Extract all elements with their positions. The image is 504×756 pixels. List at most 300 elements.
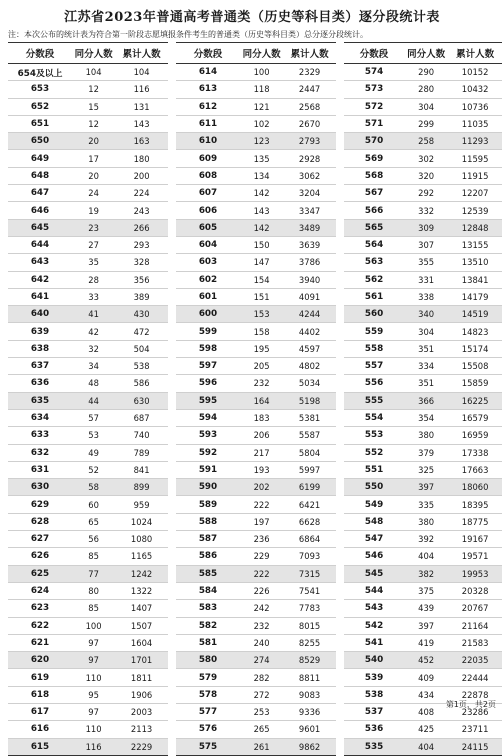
table-row bbox=[344, 496, 502, 513]
score-cell: 617 bbox=[8, 703, 72, 720]
table-row bbox=[8, 167, 168, 184]
cumulative-cell: 4402 bbox=[283, 323, 336, 340]
same-count-cell: 379 bbox=[404, 444, 448, 461]
score-cell: 567 bbox=[344, 185, 404, 202]
table-row bbox=[8, 703, 168, 720]
same-count-cell: 42 bbox=[72, 323, 115, 340]
score-cell: 611 bbox=[176, 115, 240, 132]
cumulative-cell: 328 bbox=[115, 254, 168, 271]
score-cell: 579 bbox=[176, 669, 240, 686]
score-cell: 597 bbox=[176, 358, 240, 375]
cumulative-cell: 7093 bbox=[283, 548, 336, 565]
score-cell: 548 bbox=[344, 513, 404, 530]
same-count-cell: 102 bbox=[240, 115, 283, 132]
score-cell: 554 bbox=[344, 409, 404, 426]
cumulative-cell: 2670 bbox=[283, 115, 336, 132]
same-count-cell: 150 bbox=[240, 236, 283, 253]
score-cell: 620 bbox=[8, 652, 72, 669]
table-row bbox=[8, 98, 168, 115]
same-count-cell: 351 bbox=[404, 340, 448, 357]
same-count-cell: 380 bbox=[404, 427, 448, 444]
same-count-cell: 397 bbox=[404, 617, 448, 634]
score-cell: 598 bbox=[176, 340, 240, 357]
same-count-cell: 57 bbox=[72, 409, 115, 426]
cumulative-cell: 22035 bbox=[448, 652, 502, 669]
score-cell: 649 bbox=[8, 150, 72, 167]
same-count-cell: 452 bbox=[404, 652, 448, 669]
score-cell: 569 bbox=[344, 150, 404, 167]
table-row bbox=[8, 133, 168, 150]
cumulative-cell: 2447 bbox=[283, 81, 336, 98]
cumulative-cell: 586 bbox=[115, 375, 168, 392]
table-row bbox=[8, 254, 168, 271]
same-count-cell: 65 bbox=[72, 513, 115, 530]
cumulative-cell: 15174 bbox=[448, 340, 502, 357]
score-cell: 573 bbox=[344, 81, 404, 98]
table-row bbox=[176, 288, 336, 305]
score-cell: 580 bbox=[176, 652, 240, 669]
score-cell: 634 bbox=[8, 409, 72, 426]
table-row bbox=[344, 392, 502, 409]
cumulative-cell: 293 bbox=[115, 236, 168, 253]
cumulative-cell: 12207 bbox=[448, 185, 502, 202]
cumulative-cell: 4244 bbox=[283, 306, 336, 323]
table-row bbox=[344, 669, 502, 686]
table-row bbox=[344, 185, 502, 202]
table-row bbox=[8, 721, 168, 738]
table-row bbox=[8, 150, 168, 167]
score-cell: 638 bbox=[8, 340, 72, 357]
same-count-cell: 154 bbox=[240, 271, 283, 288]
table-row bbox=[8, 565, 168, 582]
same-count-cell: 48 bbox=[72, 375, 115, 392]
score-cell: 651 bbox=[8, 115, 72, 132]
score-cell: 570 bbox=[344, 133, 404, 150]
cumulative-cell: 18775 bbox=[448, 513, 502, 530]
score-cell: 650 bbox=[8, 133, 72, 150]
header-score: 分数段 bbox=[8, 43, 72, 64]
table-row bbox=[176, 669, 336, 686]
cumulative-cell: 22878 bbox=[448, 686, 502, 703]
cumulative-cell: 12539 bbox=[448, 202, 502, 219]
table-row bbox=[344, 375, 502, 392]
table-row bbox=[176, 202, 336, 219]
same-count-cell: 397 bbox=[404, 479, 448, 496]
same-count-cell: 34 bbox=[72, 358, 115, 375]
table-row bbox=[8, 340, 168, 357]
same-count-cell: 292 bbox=[404, 185, 448, 202]
cumulative-cell: 9601 bbox=[283, 721, 336, 738]
table-row bbox=[344, 219, 502, 236]
same-count-cell: 110 bbox=[72, 669, 115, 686]
same-count-cell: 135 bbox=[240, 150, 283, 167]
table-row bbox=[8, 634, 168, 651]
table-row bbox=[176, 98, 336, 115]
score-cell: 654及以上 bbox=[8, 64, 72, 81]
cumulative-cell: 15508 bbox=[448, 358, 502, 375]
cumulative-cell: 21583 bbox=[448, 634, 502, 651]
table-row bbox=[176, 444, 336, 461]
cumulative-cell: 10152 bbox=[448, 64, 502, 81]
same-count-cell: 33 bbox=[72, 288, 115, 305]
table-row bbox=[8, 409, 168, 426]
cumulative-cell: 4091 bbox=[283, 288, 336, 305]
score-cell: 552 bbox=[344, 444, 404, 461]
cumulative-cell: 180 bbox=[115, 150, 168, 167]
table-row bbox=[8, 306, 168, 323]
same-count-cell: 12 bbox=[72, 81, 115, 98]
score-cell: 635 bbox=[8, 392, 72, 409]
same-count-cell: 242 bbox=[240, 600, 283, 617]
score-cell: 551 bbox=[344, 461, 404, 478]
header-same-count: 同分人数 bbox=[240, 43, 283, 64]
cumulative-cell: 3639 bbox=[283, 236, 336, 253]
cumulative-cell: 19167 bbox=[448, 531, 502, 548]
cumulative-cell: 1165 bbox=[115, 548, 168, 565]
cumulative-cell: 16959 bbox=[448, 427, 502, 444]
score-cell: 577 bbox=[176, 703, 240, 720]
same-count-cell: 193 bbox=[240, 461, 283, 478]
cumulative-cell: 9862 bbox=[283, 738, 336, 755]
cumulative-cell: 2229 bbox=[115, 738, 168, 755]
same-count-cell: 272 bbox=[240, 686, 283, 703]
score-cell: 563 bbox=[344, 254, 404, 271]
same-count-cell: 100 bbox=[240, 64, 283, 81]
cumulative-cell: 1080 bbox=[115, 531, 168, 548]
table-row bbox=[344, 513, 502, 530]
table-row bbox=[344, 548, 502, 565]
cumulative-cell: 356 bbox=[115, 271, 168, 288]
cumulative-cell: 8015 bbox=[283, 617, 336, 634]
score-cell: 591 bbox=[176, 461, 240, 478]
table-row bbox=[8, 582, 168, 599]
same-count-cell: 153 bbox=[240, 306, 283, 323]
score-cell: 619 bbox=[8, 669, 72, 686]
table-row bbox=[8, 271, 168, 288]
table-row bbox=[8, 686, 168, 703]
same-count-cell: 261 bbox=[240, 738, 283, 755]
table-row bbox=[344, 721, 502, 738]
score-cell: 540 bbox=[344, 652, 404, 669]
score-cell: 630 bbox=[8, 479, 72, 496]
cumulative-cell: 2003 bbox=[115, 703, 168, 720]
same-count-cell: 56 bbox=[72, 531, 115, 548]
table-row bbox=[8, 600, 168, 617]
same-count-cell: 253 bbox=[240, 703, 283, 720]
cumulative-cell: 6864 bbox=[283, 531, 336, 548]
table-row bbox=[176, 185, 336, 202]
score-cell: 643 bbox=[8, 254, 72, 271]
score-cell: 605 bbox=[176, 219, 240, 236]
same-count-cell: 49 bbox=[72, 444, 115, 461]
header-cumulative: 累计人数 bbox=[448, 43, 502, 64]
table-row bbox=[344, 617, 502, 634]
same-count-cell: 142 bbox=[240, 185, 283, 202]
score-cell: 613 bbox=[176, 81, 240, 98]
score-cell: 626 bbox=[8, 548, 72, 565]
table-row bbox=[344, 81, 502, 98]
cumulative-cell: 389 bbox=[115, 288, 168, 305]
cumulative-cell: 21164 bbox=[448, 617, 502, 634]
cumulative-cell: 5997 bbox=[283, 461, 336, 478]
score-cell: 557 bbox=[344, 358, 404, 375]
table-row bbox=[344, 358, 502, 375]
same-count-cell: 408 bbox=[404, 703, 448, 720]
same-count-cell: 202 bbox=[240, 479, 283, 496]
table-row bbox=[344, 340, 502, 357]
cumulative-cell: 740 bbox=[115, 427, 168, 444]
header-score: 分数段 bbox=[176, 43, 240, 64]
score-cell: 608 bbox=[176, 167, 240, 184]
score-cell: 637 bbox=[8, 358, 72, 375]
cumulative-cell: 789 bbox=[115, 444, 168, 461]
cumulative-cell: 15859 bbox=[448, 375, 502, 392]
cumulative-cell: 11293 bbox=[448, 133, 502, 150]
table-row bbox=[8, 652, 168, 669]
score-cell: 566 bbox=[344, 202, 404, 219]
score-cell: 556 bbox=[344, 375, 404, 392]
cumulative-cell: 7783 bbox=[283, 600, 336, 617]
cumulative-cell: 504 bbox=[115, 340, 168, 357]
score-cell: 583 bbox=[176, 600, 240, 617]
cumulative-cell: 1024 bbox=[115, 513, 168, 530]
table-row bbox=[8, 548, 168, 565]
same-count-cell: 44 bbox=[72, 392, 115, 409]
same-count-cell: 331 bbox=[404, 271, 448, 288]
table-row bbox=[176, 600, 336, 617]
cumulative-cell: 3940 bbox=[283, 271, 336, 288]
same-count-cell: 404 bbox=[404, 548, 448, 565]
cumulative-cell: 2329 bbox=[283, 64, 336, 81]
table-row bbox=[8, 185, 168, 202]
same-count-cell: 32 bbox=[72, 340, 115, 357]
cumulative-cell: 16579 bbox=[448, 409, 502, 426]
same-count-cell: 232 bbox=[240, 375, 283, 392]
table-row bbox=[344, 236, 502, 253]
table-row bbox=[8, 479, 168, 496]
same-count-cell: 151 bbox=[240, 288, 283, 305]
score-cell: 561 bbox=[344, 288, 404, 305]
score-table-col-3 bbox=[344, 42, 502, 756]
score-cell: 615 bbox=[8, 738, 72, 755]
table-row bbox=[8, 358, 168, 375]
score-cell: 587 bbox=[176, 531, 240, 548]
same-count-cell: 95 bbox=[72, 686, 115, 703]
table-row bbox=[176, 340, 336, 357]
cumulative-cell: 6628 bbox=[283, 513, 336, 530]
same-count-cell: 392 bbox=[404, 531, 448, 548]
same-count-cell: 12 bbox=[72, 115, 115, 132]
table-row bbox=[176, 271, 336, 288]
cumulative-cell: 18395 bbox=[448, 496, 502, 513]
cumulative-cell: 1604 bbox=[115, 634, 168, 651]
score-cell: 600 bbox=[176, 306, 240, 323]
cumulative-cell: 4597 bbox=[283, 340, 336, 357]
table-row bbox=[8, 513, 168, 530]
cumulative-cell: 13510 bbox=[448, 254, 502, 271]
table-row bbox=[344, 634, 502, 651]
cumulative-cell: 1701 bbox=[115, 652, 168, 669]
cumulative-cell: 266 bbox=[115, 219, 168, 236]
same-count-cell: 164 bbox=[240, 392, 283, 409]
table-row bbox=[8, 236, 168, 253]
same-count-cell: 380 bbox=[404, 513, 448, 530]
cumulative-cell: 17338 bbox=[448, 444, 502, 461]
cumulative-cell: 7541 bbox=[283, 582, 336, 599]
same-count-cell: 77 bbox=[72, 565, 115, 582]
table-header-row bbox=[344, 43, 502, 64]
same-count-cell: 351 bbox=[404, 375, 448, 392]
cumulative-cell: 3062 bbox=[283, 167, 336, 184]
score-cell: 653 bbox=[8, 81, 72, 98]
cumulative-cell: 4802 bbox=[283, 358, 336, 375]
score-cell: 544 bbox=[344, 582, 404, 599]
table-row bbox=[176, 219, 336, 236]
header-cumulative: 累计人数 bbox=[283, 43, 336, 64]
score-table-col-1 bbox=[8, 42, 168, 756]
score-cell: 578 bbox=[176, 686, 240, 703]
score-cell: 537 bbox=[344, 703, 404, 720]
table-row bbox=[8, 202, 168, 219]
score-cell: 606 bbox=[176, 202, 240, 219]
table-row bbox=[176, 738, 336, 755]
same-count-cell: 290 bbox=[404, 64, 448, 81]
table-row bbox=[8, 461, 168, 478]
same-count-cell: 41 bbox=[72, 306, 115, 323]
score-cell: 599 bbox=[176, 323, 240, 340]
table-row bbox=[8, 64, 168, 81]
table-row bbox=[8, 375, 168, 392]
score-cell: 652 bbox=[8, 98, 72, 115]
table-row bbox=[344, 565, 502, 582]
same-count-cell: 217 bbox=[240, 444, 283, 461]
table-row bbox=[344, 271, 502, 288]
score-cell: 588 bbox=[176, 513, 240, 530]
table-row bbox=[176, 565, 336, 582]
cumulative-cell: 131 bbox=[115, 98, 168, 115]
score-cell: 545 bbox=[344, 565, 404, 582]
score-cell: 607 bbox=[176, 185, 240, 202]
same-count-cell: 35 bbox=[72, 254, 115, 271]
cumulative-cell: 1242 bbox=[115, 565, 168, 582]
same-count-cell: 366 bbox=[404, 392, 448, 409]
same-count-cell: 382 bbox=[404, 565, 448, 582]
score-cell: 625 bbox=[8, 565, 72, 582]
cumulative-cell: 2928 bbox=[283, 150, 336, 167]
same-count-cell: 97 bbox=[72, 634, 115, 651]
score-cell: 546 bbox=[344, 548, 404, 565]
cumulative-cell: 3786 bbox=[283, 254, 336, 271]
score-cell: 639 bbox=[8, 323, 72, 340]
table-row bbox=[344, 531, 502, 548]
table-row bbox=[176, 531, 336, 548]
same-count-cell: 205 bbox=[240, 358, 283, 375]
cumulative-cell: 11035 bbox=[448, 115, 502, 132]
cumulative-cell: 8811 bbox=[283, 669, 336, 686]
score-cell: 584 bbox=[176, 582, 240, 599]
same-count-cell: 134 bbox=[240, 167, 283, 184]
table-row bbox=[176, 548, 336, 565]
same-count-cell: 274 bbox=[240, 652, 283, 669]
same-count-cell: 85 bbox=[72, 600, 115, 617]
table-row bbox=[176, 427, 336, 444]
table-row bbox=[344, 323, 502, 340]
cumulative-cell: 7315 bbox=[283, 565, 336, 582]
table-row bbox=[176, 513, 336, 530]
score-cell: 627 bbox=[8, 531, 72, 548]
cumulative-cell: 5804 bbox=[283, 444, 336, 461]
table-row bbox=[176, 358, 336, 375]
same-count-cell: 332 bbox=[404, 202, 448, 219]
table-row bbox=[8, 219, 168, 236]
same-count-cell: 97 bbox=[72, 703, 115, 720]
cumulative-cell: 2568 bbox=[283, 98, 336, 115]
score-cell: 541 bbox=[344, 634, 404, 651]
cumulative-cell: 899 bbox=[115, 479, 168, 496]
score-cell: 645 bbox=[8, 219, 72, 236]
table-row bbox=[176, 81, 336, 98]
cumulative-cell: 163 bbox=[115, 133, 168, 150]
score-cell: 624 bbox=[8, 582, 72, 599]
score-cell: 543 bbox=[344, 600, 404, 617]
score-cell: 631 bbox=[8, 461, 72, 478]
cumulative-cell: 6421 bbox=[283, 496, 336, 513]
score-cell: 636 bbox=[8, 375, 72, 392]
cumulative-cell: 22444 bbox=[448, 669, 502, 686]
score-cell: 565 bbox=[344, 219, 404, 236]
cumulative-cell: 19953 bbox=[448, 565, 502, 582]
score-cell: 628 bbox=[8, 513, 72, 530]
score-cell: 604 bbox=[176, 236, 240, 253]
same-count-cell: 434 bbox=[404, 686, 448, 703]
score-cell: 586 bbox=[176, 548, 240, 565]
table-note: 注：本次公布的统计表为符合第一阶段志愿填报条件考生的普通类（历史等科目类）总分逐分段统计。 bbox=[8, 30, 368, 39]
score-cell: 539 bbox=[344, 669, 404, 686]
table-row bbox=[176, 306, 336, 323]
cumulative-cell: 5587 bbox=[283, 427, 336, 444]
score-cell: 612 bbox=[176, 98, 240, 115]
score-table-col-2 bbox=[176, 42, 336, 756]
same-count-cell: 309 bbox=[404, 219, 448, 236]
table-row bbox=[176, 64, 336, 81]
score-cell: 575 bbox=[176, 738, 240, 755]
same-count-cell: 307 bbox=[404, 236, 448, 253]
table-row bbox=[8, 392, 168, 409]
same-count-cell: 158 bbox=[240, 323, 283, 340]
table-row bbox=[8, 115, 168, 132]
same-count-cell: 439 bbox=[404, 600, 448, 617]
same-count-cell: 229 bbox=[240, 548, 283, 565]
table-row bbox=[344, 582, 502, 599]
cumulative-cell: 10736 bbox=[448, 98, 502, 115]
table-row bbox=[176, 634, 336, 651]
score-cell: 574 bbox=[344, 64, 404, 81]
score-cell: 609 bbox=[176, 150, 240, 167]
table-row bbox=[344, 479, 502, 496]
same-count-cell: 28 bbox=[72, 271, 115, 288]
score-cell: 550 bbox=[344, 479, 404, 496]
cumulative-cell: 1507 bbox=[115, 617, 168, 634]
cumulative-cell: 1906 bbox=[115, 686, 168, 703]
table-row bbox=[8, 323, 168, 340]
score-cell: 559 bbox=[344, 323, 404, 340]
table-header-row bbox=[8, 43, 168, 64]
same-count-cell: 20 bbox=[72, 133, 115, 150]
table-row bbox=[176, 652, 336, 669]
same-count-cell: 222 bbox=[240, 496, 283, 513]
same-count-cell: 123 bbox=[240, 133, 283, 150]
table-row bbox=[176, 133, 336, 150]
